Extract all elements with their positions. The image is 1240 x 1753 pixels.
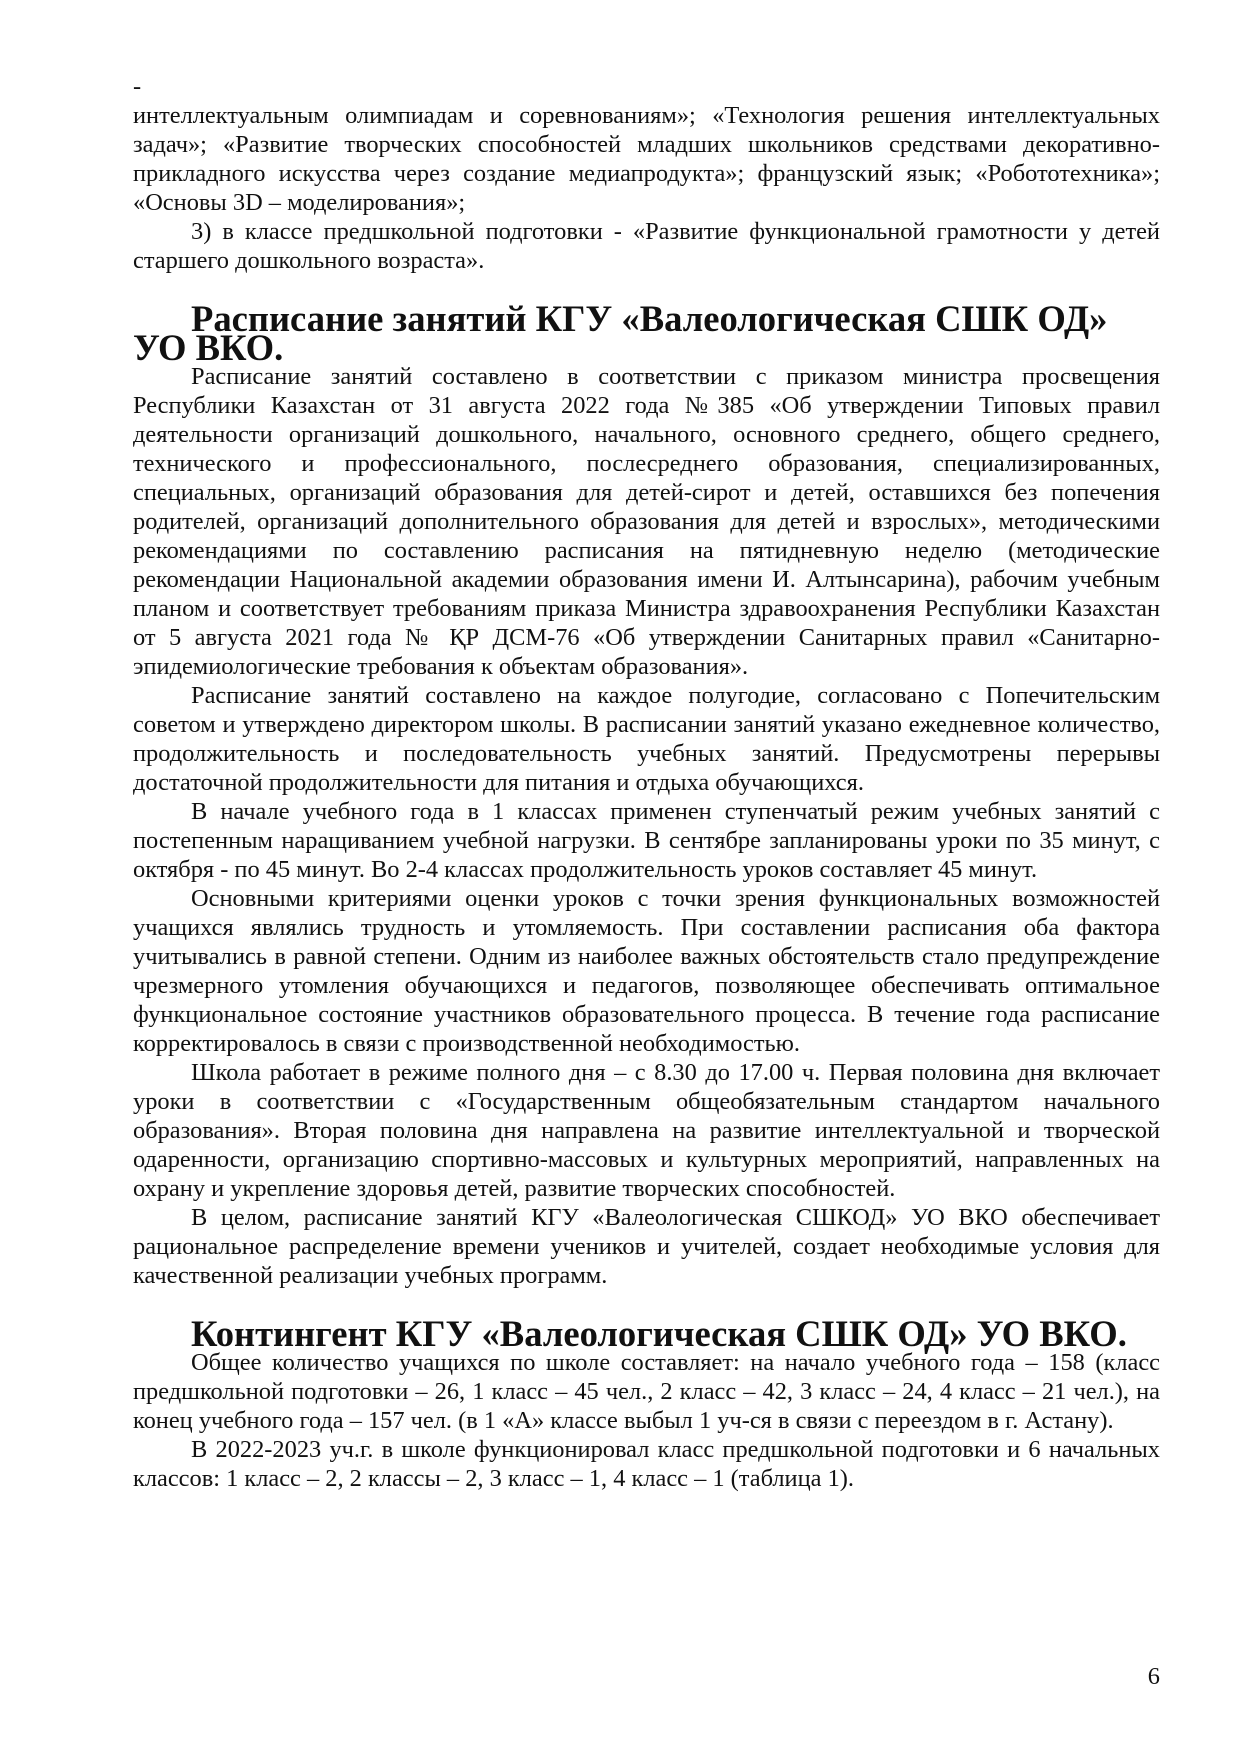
contingent-paragraph-2: В 2022-2023 уч.г. в школе функционировал класс предшкольной подготовки и 6 начальных классов: 1 класс – 2, 2 классы – 2, 3 класс – 1, 4 класс – 1 (таблица 1). <box>133 1436 1160 1492</box>
paragraph-top-1: интеллектуальным олимпиадам и соревнованиям»; «Технология решения интеллектуальных задач»; «Развитие творческих способностей младших школьников средствами декоративно-прикладного искусства через создание медиапродукта»; французский язык; «Робототехника»; «Основы 3D – моделирования»; <box>133 102 1160 216</box>
leading-dash: - <box>133 73 142 100</box>
section-heading-schedule: Расписание занятий КГУ «Валеологическая СШК ОД» УО ВКО. <box>133 298 1108 368</box>
contingent-paragraph-1: Общее количество учащихся по школе составляет: на начало учебного года – 158 (класс предшкольной подготовки – 26, 1 класс – 45 чел., 2 класс – 42, 3 класс – 24, 4 класс – 21 чел.), на конец учебного года – 157 чел. (в 1 «А» классе выбыл 1 уч-ся в связи с переездом в г. Астану). <box>133 1349 1160 1434</box>
schedule-paragraph-5: Школа работает в режиме полного дня – с 8.30 до 17.00 ч. Первая половина дня включает уроки в соответствии с «Государственным общеобязательным стандартом начального образования». Вторая половина дня направлена на развитие интеллектуальной и творческой одаренности, организацию спортивно-массовых и культурных мероприятий, направленных на охрану и укрепление здоровья детей, развитие творческих способностей. <box>133 1059 1160 1202</box>
section-heading-contingent: Контингент КГУ «Валеологическая СШК ОД» УО ВКО. <box>191 1313 1127 1354</box>
page-number: 6 <box>1147 1663 1160 1690</box>
schedule-paragraph-1: Расписание занятий составлено в соответствии с приказом министра просвещения Республики Казахстан от 31 августа 2022 года №385 «Об утверждении Типовых правил деятельности организаций дошкольного, начального, основного среднего, общего среднего, технического и профессионального, послесреднего образования, специализированных, специальных, организаций образования для детей-сирот и детей, оставшихся без попечения родителей, организаций дополнительного образования для детей и взрослых», методическими рекомендациями по составлению расписания на пятидневную неделю (методические рекомендации Национальной академии образования имени И. Алтынсарина), рабочим учебным планом и соответствует требованиям приказа Министра здравоохранения Республики Казахстан от 5 августа 2021 года № ҚР ДСМ-76 «Об утверждении Санитарных правил «Санитарно-эпидемиологические требования к объектам образования». <box>133 363 1160 680</box>
document-body <box>133 72 1160 1493</box>
schedule-paragraph-6: В целом, расписание занятий КГУ «Валеологическая СШКОД» УО ВКО обеспечивает рациональное распределение времени учеников и учителей, создает необходимые условия для качественной реализации учебных программ. <box>133 1204 1160 1289</box>
schedule-paragraph-4: Основными критериями оценки уроков с точки зрения функциональных возможностей учащихся являлись трудность и утомляемость. При составлении расписания оба фактора учитывались в равной степени. Одним из наиболее важных обстоятельств стало предупреждение чрезмерного утомления обучающихся и педагогов, позволяющее обеспечивать оптимальное функциональное состояние участников образовательного процесса. В течение года расписание корректировалось в связи с производственной необходимостью. <box>133 885 1160 1057</box>
schedule-paragraph-3: В начале учебного года в 1 классах применен ступенчатый режим учебных занятий с постепенным наращиванием учебной нагрузки. В сентябре запланированы уроки по 35 минут, с октября - по 45 минут. Во 2-4 классах продолжительность уроков составляет 45 минут. <box>133 798 1160 883</box>
schedule-paragraph-2: Расписание занятий составлено на каждое полугодие, согласовано с Попечительским советом и утверждено директором школы. В расписании занятий указано ежедневное количество, продолжительность и последовательность учебных занятий. Предусмотрены перерывы достаточной продолжительности для питания и отдыха обучающихся. <box>133 682 1160 796</box>
paragraph-top-2: 3) в классе предшкольной подготовки - «Развитие функциональной грамотности у детей старшего дошкольного возраста». <box>133 218 1160 274</box>
